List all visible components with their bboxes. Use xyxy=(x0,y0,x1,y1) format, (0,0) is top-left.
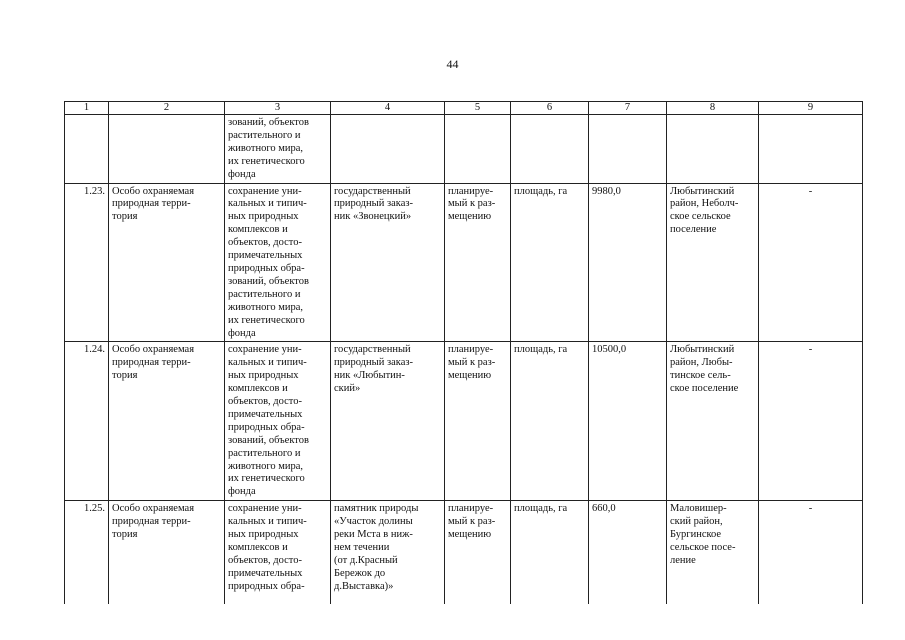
column-header-4: 4 xyxy=(331,102,445,115)
cell-number: 1.23. xyxy=(65,183,109,342)
column-header-9: 9 xyxy=(759,102,863,115)
cell-empty xyxy=(511,115,589,184)
column-header-1: 1 xyxy=(65,102,109,115)
table-row-continuation xyxy=(65,115,863,184)
column-header-5: 5 xyxy=(445,102,511,115)
cell-parameter: площадь, га xyxy=(511,501,589,605)
column-header-8: 8 xyxy=(667,102,759,115)
cell-value: 10500,0 xyxy=(589,342,667,501)
cell-purpose: сохранение уни- кальных и типич- ных природных комплексов и объектов, досто- примечательных природных обра- зований, объектов растительного и животного мира, их генетического фонда xyxy=(225,342,331,501)
cell-col9: - xyxy=(759,342,863,501)
cell-name: памятник природы «Участок долины реки Мста в ниж- нем течении (от д.Красный Бережок до д.Выставка)» xyxy=(331,501,445,605)
cell-value: 660,0 xyxy=(589,501,667,605)
cell-location: Любытинский район, Неболч- ское сельское поселение xyxy=(667,183,759,342)
cell-parameter: площадь, га xyxy=(511,183,589,342)
cell-parameter: площадь, га xyxy=(511,342,589,501)
cell-purpose: зований, объектов растительного и животного мира, их генетического фонда xyxy=(225,115,331,184)
column-header-7: 7 xyxy=(589,102,667,115)
cell-empty xyxy=(589,115,667,184)
cell-number: 1.25. xyxy=(65,501,109,605)
cell-status: планируе- мый к раз- мещению xyxy=(445,183,511,342)
cell-empty xyxy=(109,115,225,184)
cell-purpose: сохранение уни- кальных и типич- ных природных комплексов и объектов, досто- примечательных природных обра- зований, объектов растительного и животного мира, их генетического фонда xyxy=(225,183,331,342)
cell-empty xyxy=(759,115,863,184)
column-header-3: 3 xyxy=(225,102,331,115)
cell-empty xyxy=(331,115,445,184)
cell-type: Особо охраняемая природная терри- тория xyxy=(109,501,225,605)
cell-location: Маловишер- ский район, Бургинское сельское посе- ление xyxy=(667,501,759,605)
cell-empty xyxy=(667,115,759,184)
table-row xyxy=(65,183,863,342)
cell-status: планируе- мый к раз- мещению xyxy=(445,342,511,501)
cell-status: планируе- мый к раз- мещению xyxy=(445,501,511,605)
cell-purpose: сохранение уни- кальных и типич- ных природных комплексов и объектов, досто- примечательных природных обра- xyxy=(225,501,331,605)
data-table xyxy=(64,101,863,604)
table-row xyxy=(65,501,863,605)
cell-col9: - xyxy=(759,501,863,605)
cell-col9: - xyxy=(759,183,863,342)
cell-type: Особо охраняемая природная терри- тория xyxy=(109,183,225,342)
column-header-2: 2 xyxy=(109,102,225,115)
page-number: 44 xyxy=(446,57,459,71)
column-header-6: 6 xyxy=(511,102,589,115)
cell-empty xyxy=(445,115,511,184)
cell-empty xyxy=(65,115,109,184)
cell-type: Особо охраняемая природная терри- тория xyxy=(109,342,225,501)
cell-name: государственный природный заказ- ник «Любытин- ский» xyxy=(331,342,445,501)
cell-name: государственный природный заказ- ник «Звонецкий» xyxy=(331,183,445,342)
cell-value: 9980,0 xyxy=(589,183,667,342)
table-row xyxy=(65,342,863,501)
cell-number: 1.24. xyxy=(65,342,109,501)
header-row xyxy=(65,102,863,115)
cell-location: Любытинский район, Любы- тинское сель- ское поселение xyxy=(667,342,759,501)
